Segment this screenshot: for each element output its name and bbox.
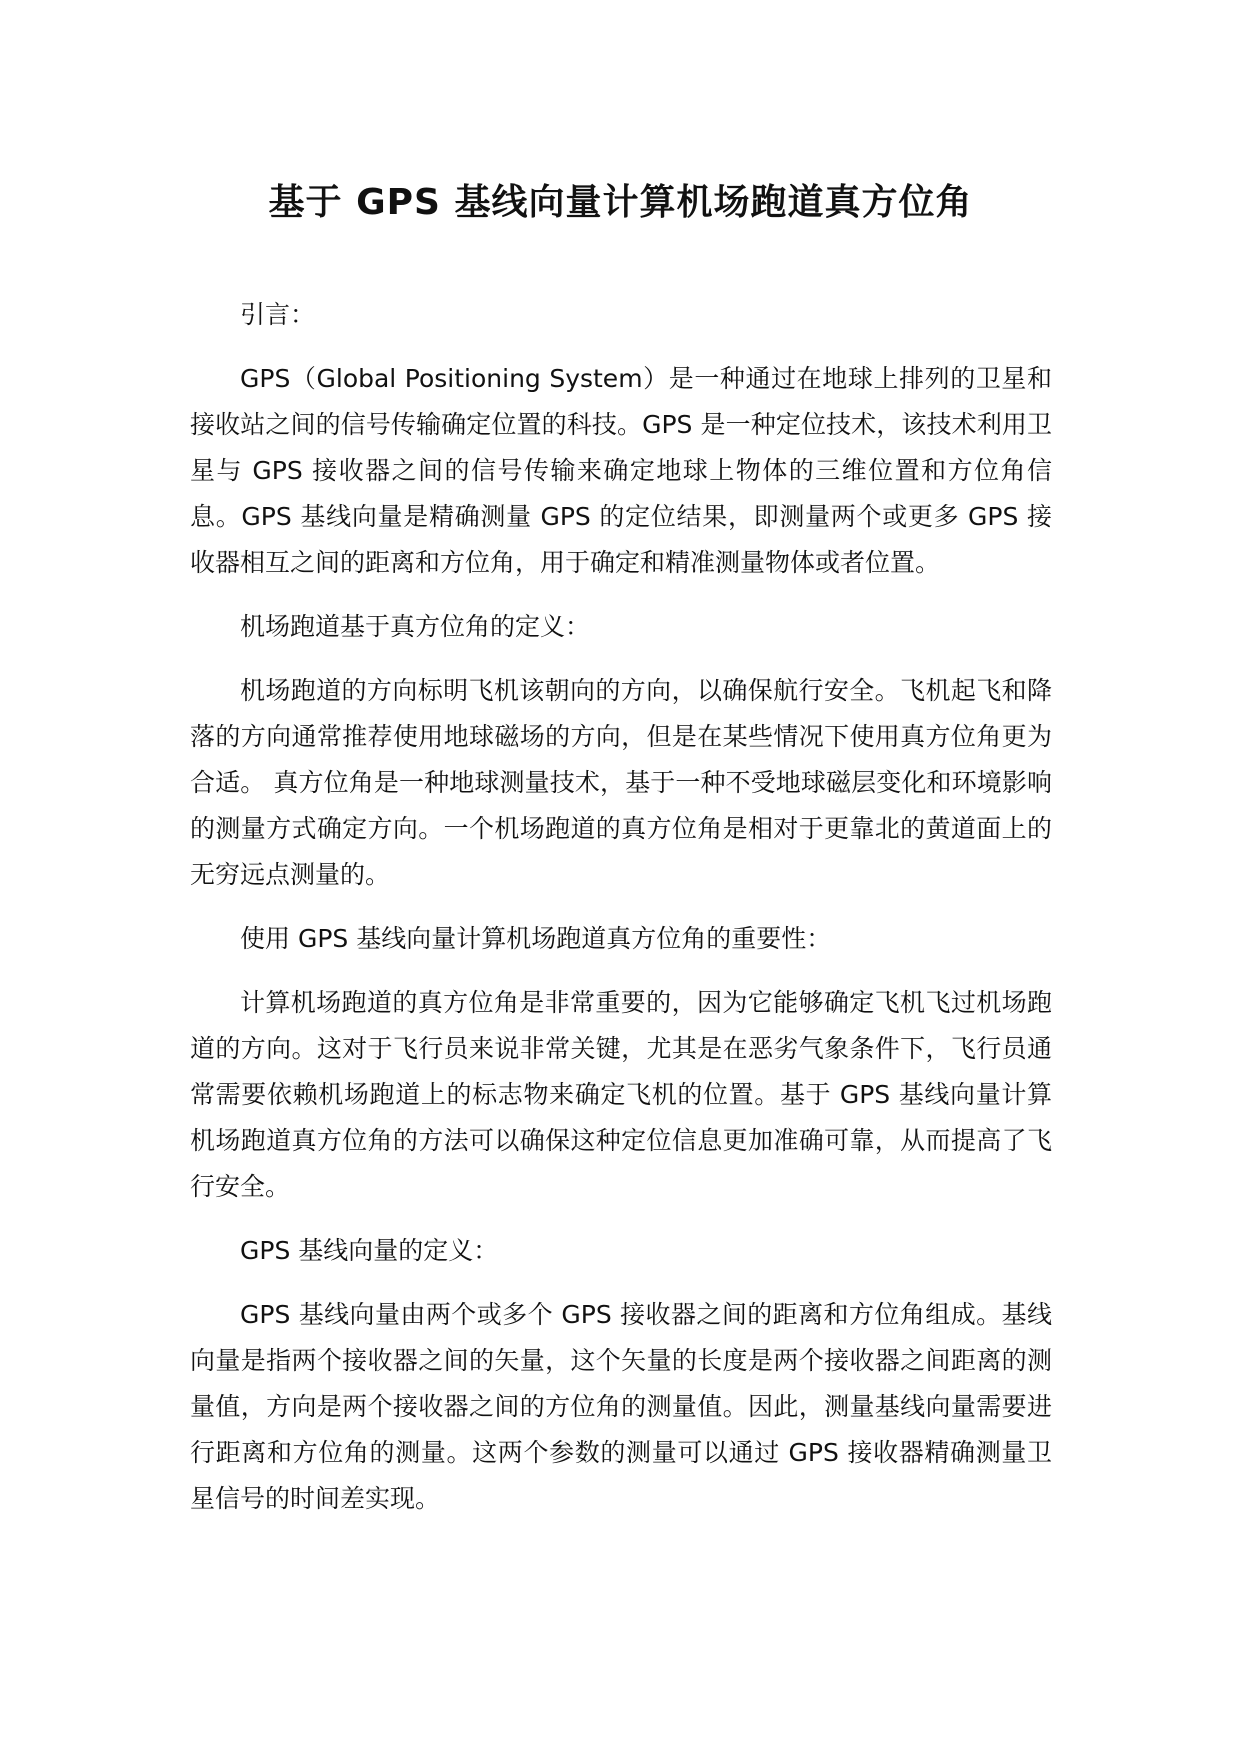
paragraph-runway-definition: 机场跑道的方向标明飞机该朝向的方向，以确保航行安全。飞机起飞和降落的方向通常推荐使用地球磁场的方向，但是在某些情况下使用真方位角更为合适。 真方位角是一种地球测量技术，基于一种不受地球磁层变化和环境影响的测量方式确定方向。一个机场跑道的真方位角是相对于更靠北的黄道面上的无穷远点测量的。 xyxy=(190,676,1052,889)
document-body xyxy=(190,292,1052,1540)
section-heading-baseline-definition: GPS 基线向量的定义： xyxy=(240,1236,499,1265)
section-heading-importance: 使用 GPS 基线向量计算机场跑道真方位角的重要性： xyxy=(240,924,832,953)
paragraph-gps-intro: GPS（Global Positioning System）是一种通过在地球上排列的卫星和接收站之间的信号传输确定位置的科技。GPS 是一种定位技术，该技术利用卫星与 GPS 接收器之间的信号传输来确定地球上物体的三维位置和方位角信息。GPS 基线向量是精确测量 GPS 的定位结果，即测量两个或更多 GPS 接收器相互之间的距离和方位角，用于确定和精准测量物体或者位置。 xyxy=(190,364,1052,577)
paragraph-importance: 计算机场跑道的真方位角是非常重要的，因为它能够确定飞机飞过机场跑道的方向。这对于飞行员来说非常关键，尤其是在恶劣气象条件下，飞行员通常需要依赖机场跑道上的标志物来确定飞机的位置。基于 GPS 基线向量计算机场跑道真方位角的方法可以确保这种定位信息更加准确可靠，从而提高了飞行安全。 xyxy=(190,988,1052,1201)
section-heading-runway-definition: 机场跑道基于真方位角的定义： xyxy=(240,612,591,641)
section-heading-intro: 引言： xyxy=(240,300,316,329)
paragraph-baseline-definition: GPS 基线向量由两个或多个 GPS 接收器之间的距离和方位角组成。基线向量是指两个接收器之间的矢量，这个矢量的长度是两个接收器之间距离的测量值，方向是两个接收器之间的方位角的测量值。因此，测量基线向量需要进行距离和方位角的测量。这两个参数的测量可以通过 GPS 接收器精确测量卫星信号的时间差实现。 xyxy=(190,1300,1052,1513)
document-title: 基于 GPS 基线向量计算机场跑道真方位角 xyxy=(268,182,973,223)
